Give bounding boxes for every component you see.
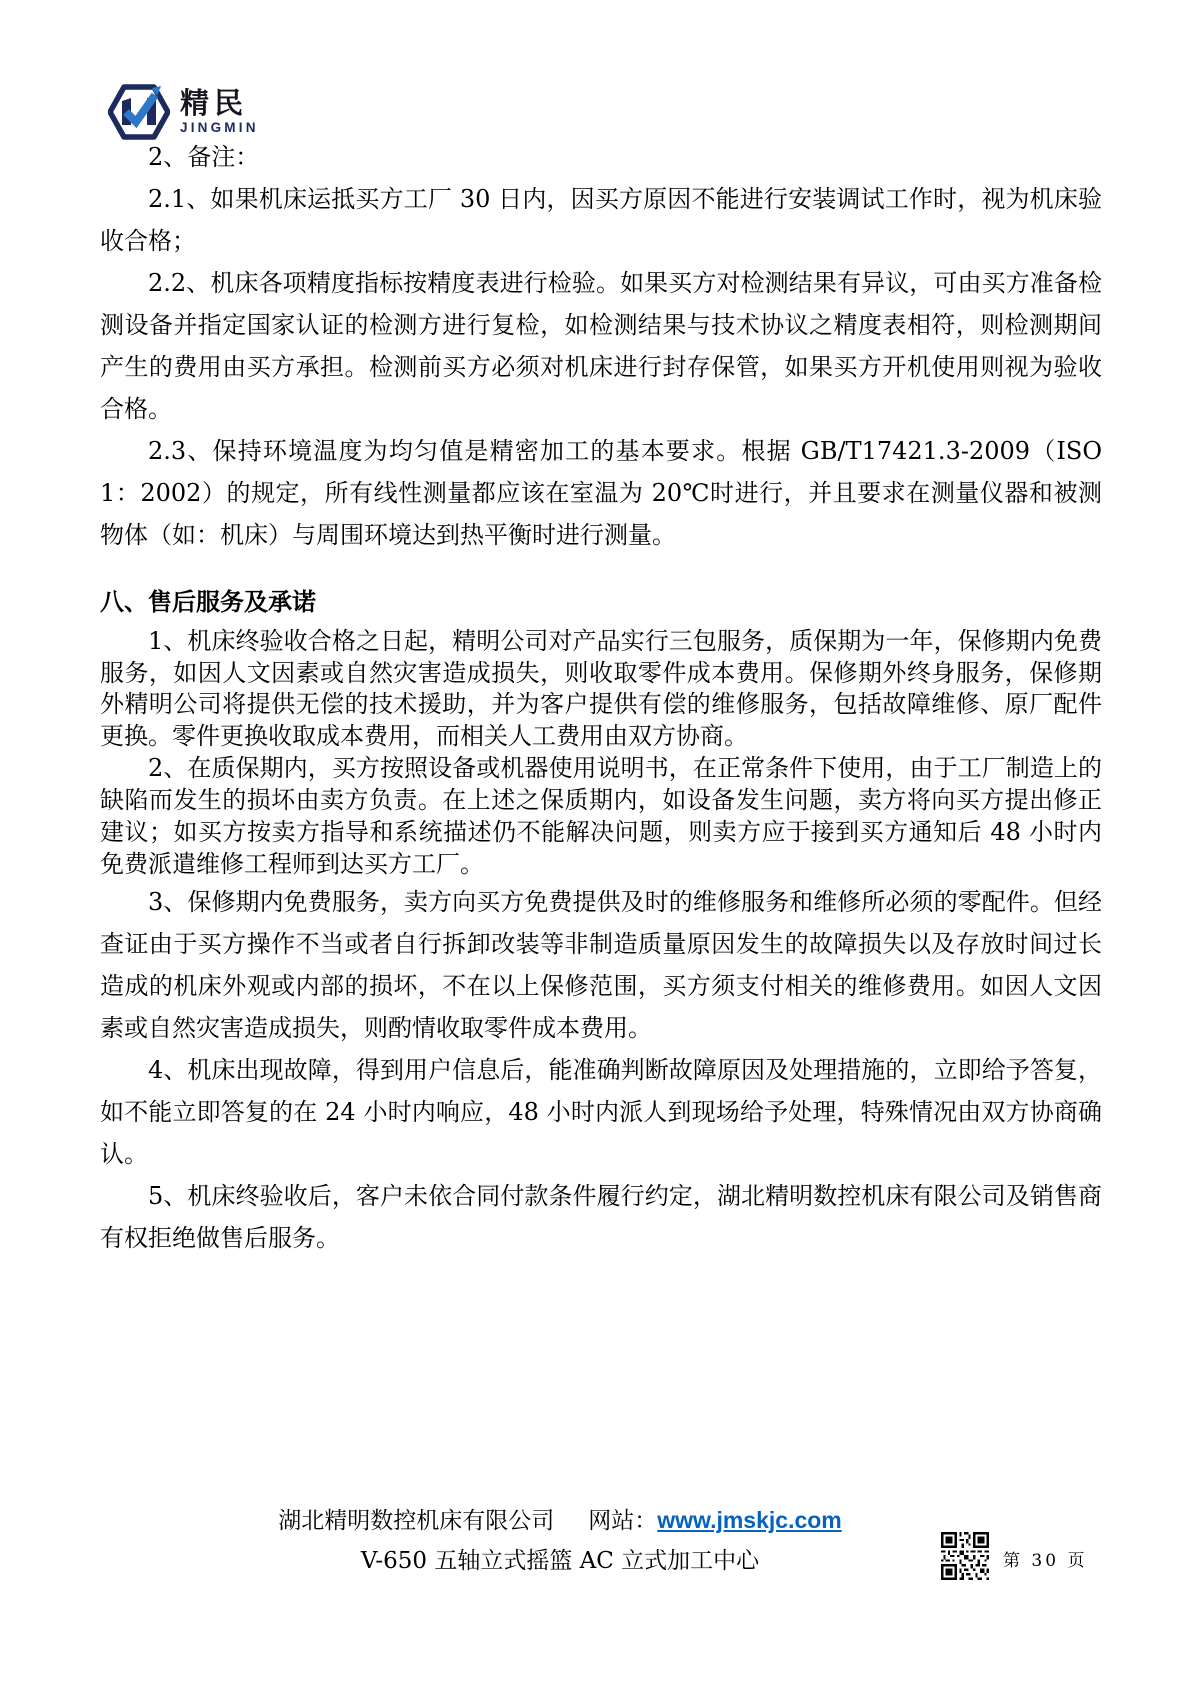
document-body: [100, 136, 1102, 1259]
logo-brand-en: JINGMIN: [180, 120, 259, 136]
service-item-5: 5、机床终验收后，客户未依合同付款条件履行约定，湖北精明数控机床有限公司及销售商有权拒绝做售后服务。: [100, 1181, 1102, 1252]
service-item-3: 3、保修期内免费服务，卖方向买方免费提供及时的维修服务和维修所必须的零配件。但经查证由于买方操作不当或者自行拆卸改装等非制造质量原因发生的故障损失以及存放时间过长造成的机床外观或内部的损坏，不在以上保修范围，买方须支付相关的维修费用。如因人文因素或自然灾害造成损失，则酌情收取零件成本费用。: [100, 887, 1102, 1042]
remark-item-2-2: 2.2、机床各项精度指标按精度表进行检验。如果买方对检测结果有异议，可由买方准备检测设备并指定国家认证的检测方进行复检，如检测结果与技术协议之精度表相符，则检测期间产生的费用由买方承担。检测前买方必须对机床进行封存保管，如果买方开机使用则视为验收合格。: [100, 269, 1102, 423]
remarks-title: 2、备注：: [148, 143, 260, 171]
company-logo: [108, 82, 259, 142]
service-item-4: 4、机床出现故障，得到用户信息后，能准确判断故障原因及处理措施的，立即给予答复，如不能立即答复的在 24 小时内响应，48 小时内派人到现场给予处理，特殊情况由双方协商确认。: [100, 1055, 1102, 1168]
footer-company-name: 湖北精明数控机床有限公司: [278, 1508, 555, 1534]
logo-wordmark: [180, 86, 259, 136]
qr-code-icon: [941, 1532, 989, 1580]
website-link[interactable]: www.jmskjc.com: [657, 1507, 842, 1533]
logo-hexagon-icon: [108, 82, 170, 142]
service-item-1: 1、机床终验收合格之日起，精明公司对产品实行三包服务，质保期为一年，保修期内免费服务，如因人文因素或自然灾害造成损失，则收取零件成本费用。保修期外终身服务，保修期外精明公司将提供无偿的技术援助，并为客户提供有偿的维修服务，包括故障维修、原厂配件更换。零件更换收取成本费用，而相关人工费用由双方协商。: [100, 626, 1102, 751]
page-footer: [30, 1509, 1090, 1573]
logo-brand-cn: 精民: [180, 86, 249, 121]
footer-product-name: V-650 五轴立式摇篮 AC 立式加工中心: [360, 1548, 760, 1574]
remark-item-2-3: 2.3、保持环境温度为均匀值是精密加工的基本要求。根据 GB/T17421.3-2009（ISO 1：2002）的规定，所有线性测量都应该在室温为 20℃时进行，并且要求在测量仪器和被测物体（如：机床）与周围环境达到热平衡时进行测量。: [100, 437, 1102, 549]
section-heading-after-sales: 八、售后服务及承诺: [100, 588, 316, 616]
footer-company-line: [30, 1509, 1090, 1533]
page-number: 第 30 页: [1003, 1551, 1088, 1571]
remark-item-2-1: 2.1、如果机床运抵买方工厂 30 日内，因买方原因不能进行安装调试工作时，视为机床验收合格；: [100, 185, 1102, 255]
service-item-2: 2、在质保期内，买方按照设备或机器使用说明书，在正常条件下使用，由于工厂制造上的缺陷而发生的损坏由卖方负责。在上述之保质期内，如设备发生问题，卖方将向买方提出修正建议；如买方按卖方指导和系统描述仍不能解决问题，则卖方应于接到买方通知后 48 小时内免费派遣维修工程师到达买方工厂。: [100, 754, 1102, 878]
footer-website-label: 网站：: [588, 1508, 658, 1534]
